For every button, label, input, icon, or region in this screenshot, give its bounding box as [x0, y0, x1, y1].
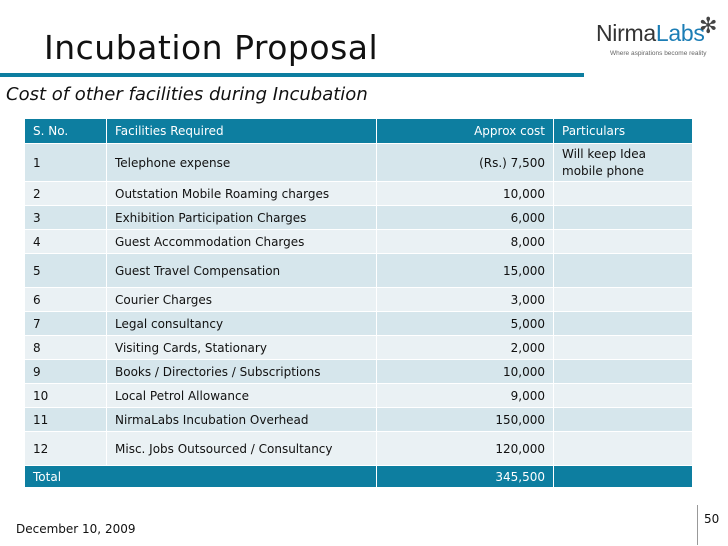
cell-sno: 4	[25, 230, 107, 254]
cell-particulars	[554, 182, 693, 206]
cell-particulars	[554, 312, 693, 336]
cell-particulars	[554, 360, 693, 384]
cell-cost: 8,000	[377, 230, 554, 254]
cell-facility: Misc. Jobs Outsourced / Consultancy	[107, 432, 377, 466]
cell-cost: 10,000	[377, 182, 554, 206]
footer-date: December 10, 2009	[16, 522, 136, 536]
cell-facility: Guest Travel Compensation	[107, 254, 377, 288]
cell-cost: 120,000	[377, 432, 554, 466]
table-row	[25, 288, 693, 312]
cell-cost: 6,000	[377, 206, 554, 230]
cell-facility: NirmaLabs Incubation Overhead	[107, 408, 377, 432]
header-particulars: Particulars	[554, 119, 693, 144]
cell-cost: 2,000	[377, 336, 554, 360]
cell-sno: 6	[25, 288, 107, 312]
table-row	[25, 408, 693, 432]
cell-particulars	[554, 288, 693, 312]
asterisk-icon: ✻	[699, 14, 718, 39]
cell-particulars	[554, 230, 693, 254]
cell-particulars	[554, 254, 693, 288]
cell-sno: 9	[25, 360, 107, 384]
table-row	[25, 230, 693, 254]
cell-cost: 3,000	[377, 288, 554, 312]
header-sno: S. No.	[25, 119, 107, 144]
cell-particulars	[554, 384, 693, 408]
title-divider	[0, 73, 584, 77]
cell-sno: 1	[25, 144, 107, 182]
cell-particulars	[554, 432, 693, 466]
table-row	[25, 206, 693, 230]
header-cost: Approx cost	[377, 119, 554, 144]
cell-facility: Outstation Mobile Roaming charges	[107, 182, 377, 206]
header-facility: Facilities Required	[107, 119, 377, 144]
cell-sno: 10	[25, 384, 107, 408]
table-row	[25, 144, 693, 182]
table-row	[25, 336, 693, 360]
slide-title: Incubation Proposal	[44, 28, 379, 67]
cell-cost: 10,000	[377, 360, 554, 384]
cell-cost: 15,000	[377, 254, 554, 288]
cell-facility: Courier Charges	[107, 288, 377, 312]
cell-facility: Guest Accommodation Charges	[107, 230, 377, 254]
table-row	[25, 360, 693, 384]
cell-facility: Books / Directories / Subscriptions	[107, 360, 377, 384]
table-row	[25, 432, 693, 466]
slide-subtitle: Cost of other facilities during Incubation	[6, 84, 368, 105]
cell-facility: Exhibition Participation Charges	[107, 206, 377, 230]
total-cost: 345,500	[377, 466, 554, 488]
cost-table	[24, 118, 693, 488]
total-particulars	[554, 466, 693, 488]
cell-sno: 11	[25, 408, 107, 432]
cell-facility: Legal consultancy	[107, 312, 377, 336]
cell-sno: 7	[25, 312, 107, 336]
table-row	[25, 384, 693, 408]
logo-name-nirma: Nirma	[596, 20, 656, 46]
table-row	[25, 312, 693, 336]
cell-cost: 150,000	[377, 408, 554, 432]
page-number: 50	[704, 512, 720, 526]
table-header-row	[25, 119, 693, 144]
cell-facility: Telephone expense	[107, 144, 377, 182]
logo-name-labs: Labs	[655, 20, 705, 46]
logo-wordmark	[596, 20, 705, 47]
cell-sno: 5	[25, 254, 107, 288]
cell-particulars	[554, 408, 693, 432]
total-label: Total	[25, 466, 377, 488]
cell-particulars	[554, 336, 693, 360]
logo-tagline: Where aspirations become reality	[610, 50, 707, 57]
cell-sno: 2	[25, 182, 107, 206]
cell-cost: 9,000	[377, 384, 554, 408]
cell-particulars	[554, 206, 693, 230]
cell-sno: 12	[25, 432, 107, 466]
cell-particulars: Will keep Idea mobile phone	[554, 144, 693, 182]
total-row	[25, 466, 693, 488]
cell-sno: 8	[25, 336, 107, 360]
cell-cost: (Rs.) 7,500	[377, 144, 554, 182]
cell-cost: 5,000	[377, 312, 554, 336]
cell-facility: Visiting Cards, Stationary	[107, 336, 377, 360]
table-row	[25, 254, 693, 288]
table-row	[25, 182, 693, 206]
nirmalabs-logo	[596, 14, 724, 68]
cell-facility: Local Petrol Allowance	[107, 384, 377, 408]
cell-sno: 3	[25, 206, 107, 230]
